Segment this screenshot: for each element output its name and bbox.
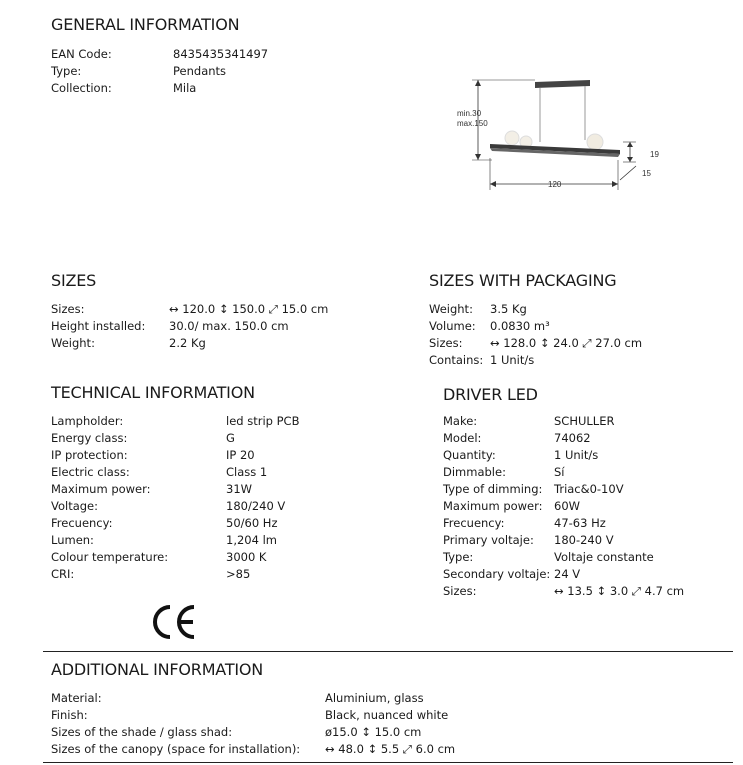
technical-row: [51, 498, 411, 515]
value: 2.2 Kg: [169, 336, 206, 350]
section-divider-top: [43, 651, 733, 652]
technical-row: [51, 481, 411, 498]
value: Pendants: [173, 64, 227, 78]
label: Maximum power:: [51, 482, 151, 496]
label: Lumen:: [51, 533, 94, 547]
label: IP protection:: [51, 448, 128, 462]
value: 30.0/ max. 150.0 cm: [169, 319, 289, 333]
value: 50/60 Hz: [226, 516, 278, 530]
label: Weight:: [429, 302, 473, 316]
glass-globe-left: [505, 131, 519, 145]
value: Aluminium, glass: [325, 691, 424, 705]
label: Sizes:: [51, 302, 85, 316]
ce-mark-icon: [150, 602, 200, 642]
label: Energy class:: [51, 431, 128, 445]
value: 1 Unit/s: [490, 353, 535, 367]
general-row-type: [51, 63, 381, 80]
driver-row: [443, 549, 738, 566]
height-label-min: min.30: [457, 109, 482, 118]
width-label: 120: [548, 180, 562, 189]
technical-row: [51, 515, 411, 532]
value: >85: [226, 567, 251, 581]
label: Type:: [443, 550, 474, 564]
label: Contains:: [429, 353, 484, 367]
additional-row: [51, 724, 711, 741]
pendant-dimension-drawing: [440, 70, 680, 200]
driver-row: [443, 413, 738, 430]
technical-row: [51, 532, 411, 549]
label: Frecuency:: [443, 516, 505, 530]
technical-row: [51, 430, 411, 447]
label: Colour temperature:: [51, 550, 169, 564]
sizes-row: [51, 335, 411, 352]
label: Height installed:: [51, 319, 146, 333]
driver-row: [443, 566, 738, 583]
value: Class 1: [226, 465, 268, 479]
additional-row: [51, 741, 711, 758]
general-information-table: [51, 46, 381, 97]
value: 180/240 V: [226, 499, 286, 513]
value: 8435435341497: [173, 47, 269, 61]
label: Volume:: [429, 319, 476, 333]
label: Primary voltaje:: [443, 533, 534, 547]
label: Electric class:: [51, 465, 130, 479]
driver-led-heading: DRIVER LED: [443, 385, 538, 404]
driver-row: [443, 447, 738, 464]
value: 1 Unit/s: [554, 448, 599, 462]
technical-information-heading: TECHNICAL INFORMATION: [51, 383, 255, 402]
value: 60W: [554, 499, 581, 513]
value: 3.5 Kg: [490, 302, 527, 316]
packaging-row: [429, 301, 729, 318]
driver-led-table: [443, 413, 738, 600]
general-information-heading: GENERAL INFORMATION: [51, 15, 240, 34]
label: Dimmable:: [443, 465, 506, 479]
driver-row: [443, 583, 738, 600]
label: Type:: [51, 64, 82, 78]
general-row-ean: [51, 46, 381, 63]
value: 74062: [554, 431, 591, 445]
label: Material:: [51, 691, 102, 705]
label: Sizes of the shade / glass shad:: [51, 725, 233, 739]
technical-row: [51, 549, 411, 566]
value: 24 V: [554, 567, 581, 581]
additional-row: [51, 690, 711, 707]
value: 47-63 Hz: [554, 516, 606, 530]
value: 1,204 lm: [226, 533, 277, 547]
value: 31W: [226, 482, 253, 496]
driver-row: [443, 515, 738, 532]
label: Model:: [443, 431, 482, 445]
sizes-heading: SIZES: [51, 271, 97, 290]
packaging-row: [429, 318, 729, 335]
value: 0.0830 m³: [490, 319, 550, 333]
label: Collection:: [51, 81, 112, 95]
label: Frecuency:: [51, 516, 113, 530]
label: CRI:: [51, 567, 75, 581]
value: ↔ 120.0 ↕ 150.0 ⤢ 15.0 cm: [169, 302, 329, 316]
technical-row: [51, 447, 411, 464]
label: Sizes of the canopy (space for installation):: [51, 742, 301, 756]
value: IP 20: [226, 448, 255, 462]
technical-row: [51, 566, 411, 583]
value: led strip PCB: [226, 414, 300, 428]
canopy-shape: [535, 80, 590, 88]
label: Quantity:: [443, 448, 496, 462]
general-row-collection: [51, 80, 381, 97]
technical-row: [51, 413, 411, 430]
packaging-row: [429, 352, 729, 369]
value: SCHULLER: [554, 414, 615, 428]
value: 180-240 V: [554, 533, 614, 547]
packaging-table: [429, 301, 729, 369]
shade-depth-dimension-line: [620, 166, 636, 180]
value: Sí: [554, 465, 565, 479]
driver-row: [443, 481, 738, 498]
glass-globe-right: [587, 134, 603, 150]
driver-row: [443, 532, 738, 549]
technical-information-table: [51, 413, 411, 583]
label: Type of dimming:: [443, 482, 543, 496]
label: Make:: [443, 414, 478, 428]
value: ↔ 128.0 ↕ 24.0 ⤢ 27.0 cm: [490, 336, 643, 350]
label: Sizes:: [429, 336, 463, 350]
driver-row: [443, 464, 738, 481]
label: Maximum power:: [443, 499, 543, 513]
driver-row: [443, 498, 738, 515]
height-label-max: max.150: [457, 119, 488, 128]
value: Triac&0-10V: [554, 482, 624, 496]
shade-height-label: 19: [650, 150, 659, 159]
label: Voltage:: [51, 499, 99, 513]
additional-information-table: [51, 690, 711, 758]
packaging-row: [429, 335, 729, 352]
label: Finish:: [51, 708, 88, 722]
label: Sizes:: [443, 584, 477, 598]
label: Weight:: [51, 336, 95, 350]
additional-row: [51, 707, 711, 724]
value: ↔ 13.5 ↕ 3.0 ⤢ 4.7 cm: [554, 584, 685, 598]
value: Black, nuanced white: [325, 708, 449, 722]
packaging-heading: SIZES WITH PACKAGING: [429, 271, 617, 290]
value: ↔ 48.0 ↕ 5.5 ⤢ 6.0 cm: [325, 742, 456, 756]
shade-depth-label: 15: [642, 169, 651, 178]
sizes-row: [51, 318, 411, 335]
sizes-table: [51, 301, 411, 352]
value: ø15.0 ↕ 15.0 cm: [325, 725, 422, 739]
section-divider-bottom: [43, 762, 733, 763]
value: Mila: [173, 81, 197, 95]
label: Secondary voltaje:: [443, 567, 551, 581]
additional-information-heading: ADDITIONAL INFORMATION: [51, 660, 264, 679]
technical-row: [51, 464, 411, 481]
driver-row: [443, 430, 738, 447]
sizes-row: [51, 301, 411, 318]
label: EAN Code:: [51, 47, 112, 61]
label: Lampholder:: [51, 414, 124, 428]
value: 3000 K: [226, 550, 267, 564]
value: G: [226, 431, 235, 445]
value: Voltaje constante: [554, 550, 654, 564]
